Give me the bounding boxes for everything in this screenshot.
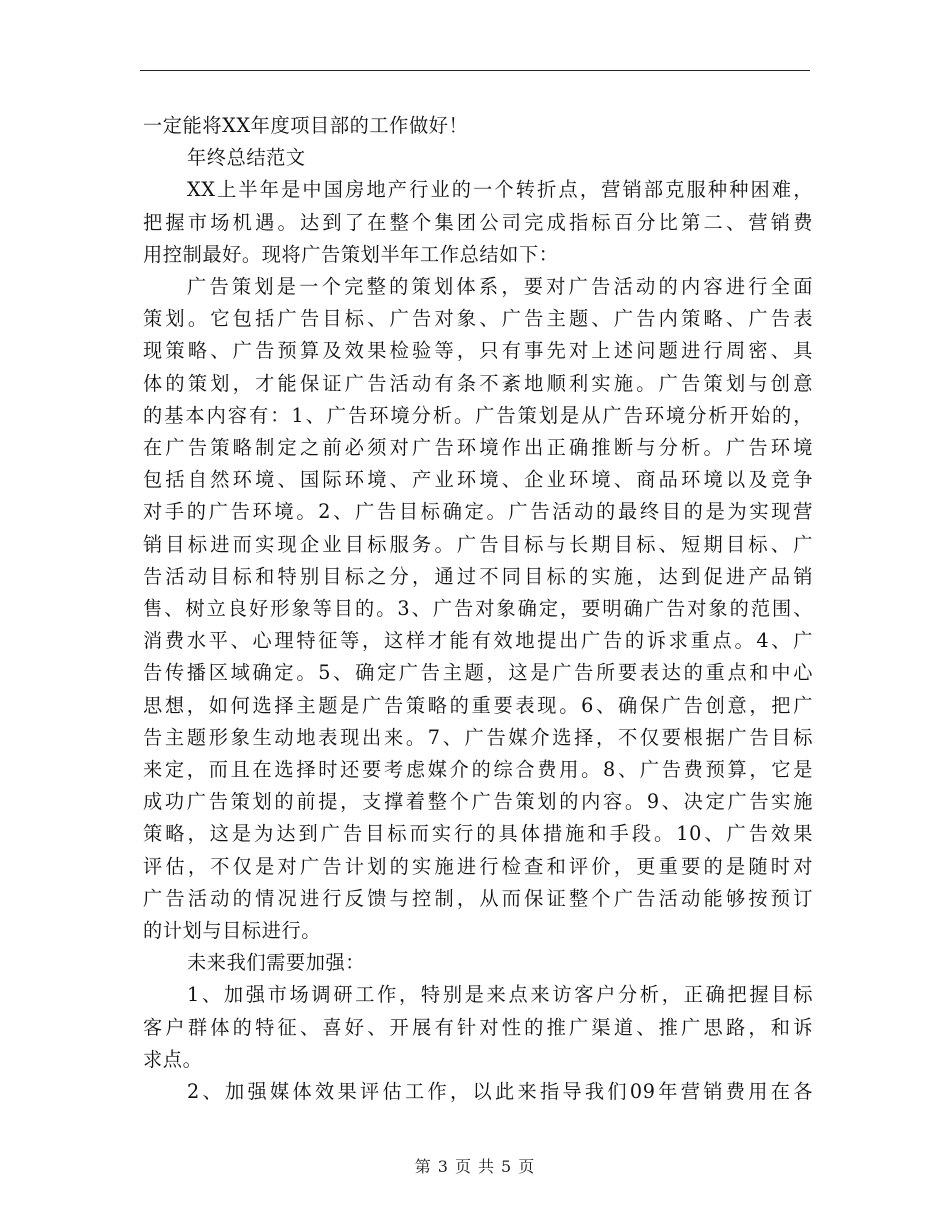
footer-middle: 页 共 bbox=[454, 1157, 496, 1176]
page-footer bbox=[0, 1154, 950, 1177]
text-line: 现策略、广告预算及效果检验等，只有事先对上述问题进行周密、具 bbox=[143, 339, 813, 363]
footer-suffix: 页 bbox=[518, 1157, 536, 1176]
footer-page-number: 3 bbox=[437, 1157, 449, 1176]
text-line: 广告活动的情况进行反馈与控制，从而保证整个广告活动能够按预订 bbox=[143, 886, 813, 910]
text-line: 在广告策略制定之前必须对广告环境作出正确推断与分析。广告环境 bbox=[143, 436, 813, 460]
text-line: 告主题形象生动地表现出来。7、广告媒介选择，不仅要根据广告目标 bbox=[143, 725, 813, 749]
text-line: 告传播区域确定。5、确定广告主题，这是广告所要表达的重点和中心 bbox=[143, 661, 813, 685]
item-2-paragraph bbox=[143, 1076, 813, 1108]
text-line: 来定，而且在选择时还要考虑媒介的综合费用。8、广告费预算，它是 bbox=[143, 758, 813, 782]
section-heading: 年终总结范文 bbox=[187, 146, 306, 170]
footer-total-pages: 5 bbox=[501, 1157, 513, 1176]
text-line: XX上半年是中国房地产行业的一个转折点，营销部克服种种困难， bbox=[187, 178, 813, 202]
item-1-paragraph bbox=[143, 979, 813, 1076]
text-line: 客户群体的特征、喜好、开展有针对性的推广渠道、推广思路，和诉 bbox=[143, 1015, 813, 1039]
text-line: 1、加强市场调研工作，特别是来点来访客户分析，正确把握目标 bbox=[187, 983, 813, 1007]
subheading: 未来我们需要加强： bbox=[187, 951, 366, 975]
text-line: 包括自然环境、国际环境、产业环境、企业环境、商品环境以及竞争 bbox=[143, 468, 813, 492]
text-line: 思想，如何选择主题是广告策略的重要表现。6、确保广告创意，把广 bbox=[143, 693, 813, 717]
text-line: 策略，这是为达到广告目标而实行的具体措施和手段。10、广告效果 bbox=[143, 822, 813, 846]
advertising-paragraph bbox=[143, 271, 813, 947]
text-line: 销目标进而实现企业目标服务。广告目标与长期目标、短期目标、广 bbox=[143, 532, 813, 556]
text-line: 评估，不仅是对广告计划的实施进行检查和评价，更重要的是随时对 bbox=[143, 854, 813, 878]
text-line: 策划。它包括广告目标、广告对象、广告主题、广告内策略、广告表 bbox=[143, 307, 813, 331]
text-line: 求点。 bbox=[143, 1047, 203, 1071]
header-rule bbox=[140, 70, 810, 71]
text-line: 2、加强媒体效果评估工作，以此来指导我们09年营销费用在各 bbox=[187, 1080, 813, 1104]
text-line: 告活动目标和特别目标之分，通过不同目标的实施，达到促进产品销 bbox=[143, 564, 813, 588]
text-line: 对手的广告环境。2、广告目标确定。广告活动的最终目的是为实现营 bbox=[143, 500, 813, 524]
text-line: 的基本内容有：1、广告环境分析。广告策划是从广告环境分析开始的， bbox=[143, 403, 813, 427]
text-line: 把握市场机遇。达到了在整个集团公司完成指标百分比第二、营销费 bbox=[143, 210, 813, 234]
text-line: 用控制最好。现将广告策划半年工作总结如下： bbox=[143, 242, 559, 266]
document-body bbox=[143, 110, 813, 1108]
footer-prefix: 第 bbox=[414, 1157, 432, 1176]
text-line: 一定能将XX年度项目部的工作做好！ bbox=[143, 114, 469, 137]
text-line: 的计划与目标进行。 bbox=[143, 919, 322, 943]
text-line: 成功广告策划的前提，支撑着整个广告策划的内容。9、决定广告实施 bbox=[143, 790, 813, 814]
text-line: 消费水平、心理特征等，这样才能有效地提出广告的诉求重点。4、广 bbox=[143, 629, 813, 653]
text-line: 售、树立良好形象等目的。3、广告对象确定，要明确广告对象的范围、 bbox=[143, 597, 813, 621]
intro-paragraph bbox=[143, 174, 813, 271]
text-line: 体的策划，才能保证广告活动有条不紊地顺利实施。广告策划与创意 bbox=[143, 371, 813, 395]
text-line: 广告策划是一个完整的策划体系，要对广告活动的内容进行全面 bbox=[187, 275, 813, 299]
